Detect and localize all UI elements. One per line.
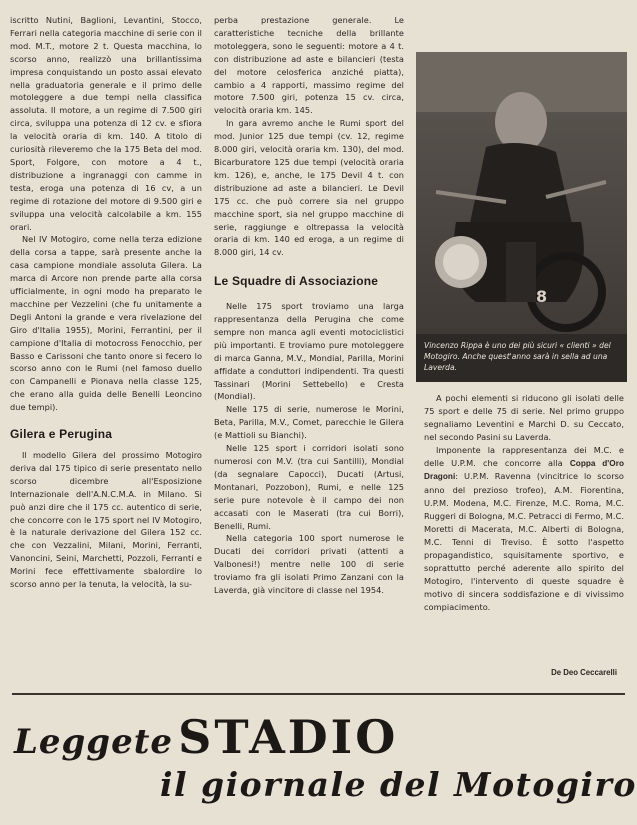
article-column-1 [10, 14, 202, 591]
advert-tagline: il giornale del Motogiro [160, 765, 637, 804]
paragraph: Il modello Gilera del prossimo Motogiro deriva dal 175 tipico di serie presentato nello scorso dicembre all'Esposizione Internazionale dell'A.N.C.M.A. in Milano. Si può anzi dire che il 175 cc. autentico di serie, che concorre con le 175 sport nel IV Motogiro, è la naturale derivazione del Gilera 152 cc. che con Vezzalini, Milani, Morini, Ferranti, Vanoncini, Seini, Marchetti, Pozzoli, Ferranti e Morini fece effettivamente sbalordire lo scorso anno per la tenuta, la velocità, la su- [10, 450, 202, 590]
article-column-3 [424, 392, 624, 613]
paragraph: Nel IV Motogiro, come nella terza edizione della corsa a tappe, sarà presente anche la casa campione mondiale assoluta Gilera. La marca di Arcore non prende parte alla corsa ufficialmente, in ogni modo ha preparato le macchine per Vezzelini (che fu unitamente a Degli Antoni la grande e vera rivelazione del Giro d'Italia 1955), Morini, Ferrantini, per il campione d'Italia di motocross Fenocchio, per Basso e Carissoni che tanto onore si fecero lo scorso anno con le Rumi (nel famoso duello con Campanelli e Pionava nella classe 125, che erano alla guida delle Benelli Leoncino due tempi). [10, 234, 202, 413]
photo-caption: Vincenzo Rippa è uno dei più sicuri « clienti » del Motogiro. Anche quest'anno sarà in sella ad una Laverda. [416, 334, 627, 382]
paragraph: In gara avremo anche le Rumi sport del mod. Junior 125 due tempi (cv. 12, regime 8.000 giri, velocità oraria km. 130), del mod. Bicarburatore 125 due tempi (velocità oraria km. 126), e, anche, le 175 Devil 4 t. con distribuzione ad aste a bilancieri. Le Devil 175 cc. che può correre sia nel gruppo macchine sport, sia nel gruppo macchine di serie, raggiunge e oltrepassa la velocità oraria di km. 140 ed eroga, a un regime di 8.000 giri, 14 cv. [214, 118, 404, 258]
section-heading-squadre: Le Squadre di Associazione [214, 274, 379, 289]
paragraph: perba prestazione generale. Le caratteristiche tecniche della brillante motoleggera, sono le seguenti: motore a 4 t. con distribuzione ad aste e bilancieri (testa del motore celosferica anziché piatta), cambio a 4 rapporti, massimo regime del motore 7.500 giri, potenza 15 cv. circa, velocità oraria km. 145. [214, 15, 404, 116]
paragraph-part: : U.P.M. Ravenna (vincitrice lo scorso anno del prezioso trofeo), A.M. Fiorentina, U.P.M. Modena, M.C. Firenze, M.C. Roma, M.C. Ruggeri di Bologna, M.C. Petracci di Fermo, M.C. Moretti di Macerata, M.C. Alberti di Bologna, M.C. Tenni di Treviso. È sotto l'aspetto propagandistico, squisitamente sportivo, e soprattutto perché aderente allo spirito del Motogiro, l'intervento di queste squadre è motivo di sincera soddisfazione e di vivissimo compiacimento. [424, 471, 624, 612]
section-heading-gilera: Gilera e Perugina [10, 427, 113, 442]
divider-rule [12, 693, 625, 695]
paragraph-part: Imponente la rappresentanza dei M.C. e delle U.P.M. che concorre alla [424, 444, 624, 468]
advert-headline [14, 710, 398, 764]
svg-text:8: 8 [536, 287, 548, 306]
paragraph: Nelle 175 sport troviamo una larga rappresentanza della Perugina che come sempre non manca agli eventi motociclistici più importanti. E troviamo pure motoleggere di marca Ganna, M.V., Mondial, Parilla, Morini affidate a conduttori indipendenti. Tra questi Tassinari (Morini Settebello) e Cresta (Mondial). [214, 301, 404, 402]
paragraph: Nella categoria 100 sport numerose le Ducati dei corridori privati (attenti a Valbonesi!) mentre nelle 100 di serie troviamo fra gli isolati Primo Zanzani con la Laverda, già vincitore di classe nel 1954. [214, 533, 404, 596]
paragraph: A pochi elementi si riducono gli isolati delle 75 sport e delle 75 di serie. Nel primo gruppo segnaliamo Leventini e Marchi D. su Ceccato, nel secondo Pasini su Laverda. [424, 393, 624, 442]
advert-lead: Leggete [14, 722, 174, 762]
author-signature: De Deo Ceccarelli [551, 668, 617, 677]
article-column-2 [214, 14, 404, 597]
paragraph: iscritto Nutini, Baglioni, Levantini, Stocco, Ferrari nella categoria macchine di serie con il mod. M.T., motore 2 t. Questa macchina, lo scorso anno, realizzò una brillantissima impresa conquistando un posto assai elevato nella graduatoria generale e il primo delle motoleggere a due tempi nella classifica assoluta. Il motore, a un regime di 7.500 giri circa, sviluppa una potenza di 12 cv. e sfiora la velocità oraria di km. 140. A titolo di curiosità rileveremo che la 175 Beta del mod. Sport, Folgore, con motore a 4 t., distribuzione a ingranaggi con camme in testa, eroga una potenza di 16 cv, a un regime di rotazione del motore di 9.500 giri e sviluppa una velocità calcolabile a km. 155 orari. [10, 15, 202, 232]
rider-photo [416, 52, 627, 382]
trophy-name: Coppa d'Oro Dragoni [424, 458, 624, 482]
paragraph: Nelle 175 di serie, numerose le Morini, Beta, Parilla, M.V., Comet, parecchie le Gilera (e Mattioli su Bianchi). [214, 404, 404, 441]
paragraph: Nelle 125 sport i corridori isolati sono numerosi con M.V. (tra cui Santilli), Mondial (da segnalare Capocci), Ducati (Artusi, Montanari, Pozzobon), Rumi, e nelle 125 serie pure notevole è il campo dei non accasati con le Maserati (tra cui Borri), Benelli, Rumi. [214, 443, 404, 531]
motorcycle-rider-image [416, 52, 627, 382]
paragraph [424, 444, 624, 614]
advert-brand: STADIO [178, 710, 399, 764]
